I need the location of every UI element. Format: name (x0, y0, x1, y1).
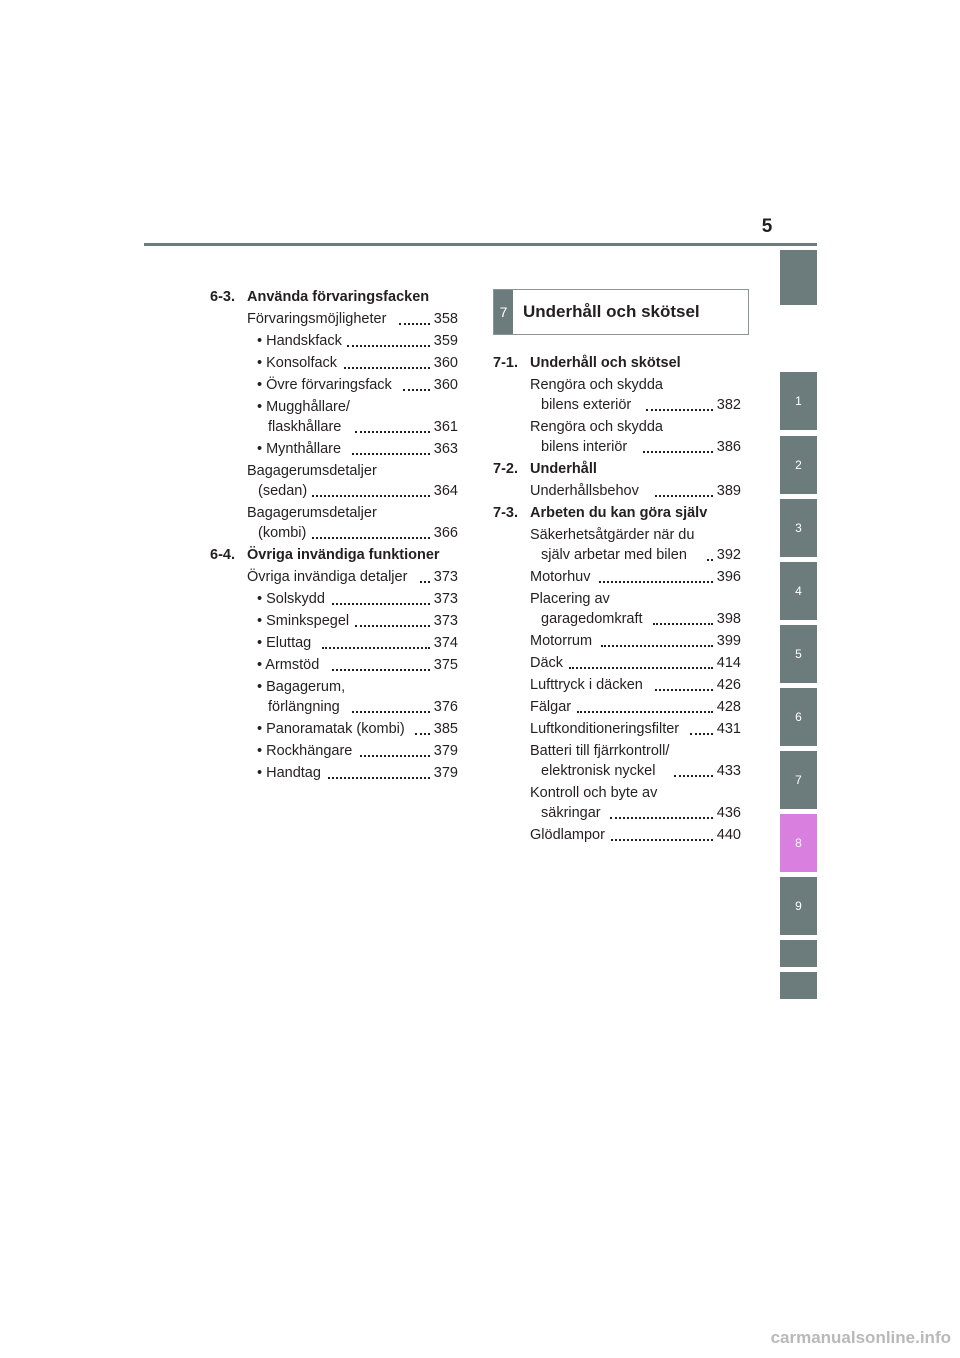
entry-page: 414 (716, 655, 741, 671)
toc-entry[interactable] (493, 375, 741, 415)
entry-label-line1: • Mugghållare/ (257, 399, 350, 415)
entry-label: Förvaringsmöjligheter (247, 311, 387, 327)
chapter-tab-3[interactable]: 3 (780, 499, 817, 557)
entry-page: 382 (716, 397, 741, 413)
leader-dots (655, 493, 713, 497)
toc-left-column (210, 285, 458, 785)
entry-label-line1: Batteri till fjärrkontroll/ (530, 743, 670, 759)
toc-entry[interactable] (210, 309, 458, 329)
toc-entry[interactable] (493, 653, 741, 673)
entry-label: elektronisk nyckel (541, 763, 656, 779)
watermark: carmanualsonline.info (770, 1328, 951, 1347)
entry-label-line1: • Bagagerum, (257, 679, 346, 695)
toc-entry[interactable] (493, 631, 741, 651)
entry-label: flaskhållare (268, 419, 342, 435)
section-number: 6-3. (210, 289, 235, 305)
toc-entry[interactable] (210, 677, 458, 717)
entry-page: 436 (716, 805, 741, 821)
section-number: 7-3. (493, 505, 518, 521)
toc-entry[interactable] (210, 331, 458, 351)
entry-label: • Mynthållare (257, 441, 342, 457)
section-title: Underhåll (530, 461, 597, 477)
leader-dots (653, 621, 713, 625)
entry-label: garagedomkraft (541, 611, 643, 627)
leader-dots (344, 365, 430, 369)
toc-entry[interactable] (493, 825, 741, 845)
entry-label: • Övre förvaringsfack (257, 377, 392, 393)
entry-label: • Eluttag (257, 635, 312, 651)
chapter-tab-blank-b[interactable] (780, 972, 817, 999)
entry-label: Motorhuv (530, 569, 591, 585)
entry-label-line1: Bagagerumsdetaljer (247, 505, 377, 521)
toc-entry[interactable] (210, 567, 458, 587)
entry-label: • Handtag (257, 765, 321, 781)
leader-dots (610, 815, 713, 819)
leader-dots (646, 407, 713, 411)
toc-entry[interactable] (493, 783, 741, 823)
section-title: Övriga invändiga funktioner (247, 547, 440, 563)
toc-entry[interactable] (210, 611, 458, 631)
entry-page: 361 (433, 419, 458, 435)
chapter-title: Underhåll och skötsel (523, 302, 700, 321)
toc-entry[interactable] (210, 397, 458, 437)
toc-entry[interactable] (493, 567, 741, 587)
section-7-3 (493, 503, 741, 523)
toc-entry[interactable] (210, 633, 458, 653)
leader-dots (611, 837, 713, 841)
section-number: 7-1. (493, 355, 518, 371)
toc-entry[interactable] (210, 503, 458, 543)
entry-page: 440 (716, 827, 741, 843)
entry-label: • Konsolfack (257, 355, 338, 371)
leader-dots (601, 643, 713, 647)
section-6-4 (210, 545, 458, 565)
toc-entry[interactable] (210, 719, 458, 739)
leader-dots (577, 709, 713, 713)
entry-page: 389 (716, 483, 741, 499)
chapter-number: 7 (494, 290, 513, 334)
entry-page: 386 (716, 439, 741, 455)
leader-dots (399, 321, 430, 325)
leader-dots (312, 535, 430, 539)
leader-dots (420, 579, 430, 583)
chapter-tab-blank-top[interactable] (780, 250, 817, 305)
leader-dots (332, 601, 430, 605)
leader-dots (707, 557, 713, 561)
entry-label-line1: Rengöra och skydda (530, 377, 663, 393)
leader-dots (352, 709, 430, 713)
entry-label: Motorrum (530, 633, 593, 649)
entry-label: Lufttryck i däcken (530, 677, 643, 693)
entry-page: 433 (716, 763, 741, 779)
entry-label: bilens interiör (541, 439, 628, 455)
chapter-header (493, 289, 749, 335)
toc-entry[interactable] (493, 697, 741, 717)
chapter-tab-6[interactable]: 6 (780, 688, 817, 746)
leader-dots (347, 343, 430, 347)
entry-label: förlängning (268, 699, 340, 715)
toc-right-column (493, 351, 741, 847)
leader-dots (674, 773, 713, 777)
chapter-tab-2[interactable]: 2 (780, 436, 817, 494)
leader-dots (599, 579, 713, 583)
leader-dots (690, 731, 713, 735)
entry-label-line1: Bagagerumsdetaljer (247, 463, 377, 479)
section-title: Underhåll och skötsel (530, 355, 681, 371)
leader-dots (355, 623, 430, 627)
entry-page: 364 (433, 483, 458, 499)
entry-label: säkringar (541, 805, 601, 821)
toc-entry[interactable] (210, 589, 458, 609)
toc-entry[interactable] (210, 353, 458, 373)
entry-label: Fälgar (530, 699, 572, 715)
chapter-tab-7[interactable]: 7 (780, 751, 817, 809)
entry-page: 379 (433, 743, 458, 759)
entry-page: 376 (433, 699, 458, 715)
entry-label: (sedan) (258, 483, 308, 499)
entry-page: 399 (716, 633, 741, 649)
toc-entry[interactable] (493, 481, 741, 501)
entry-page: 398 (716, 611, 741, 627)
leader-dots (312, 493, 430, 497)
entry-label: • Armstöd (257, 657, 320, 673)
entry-page: 363 (433, 441, 458, 457)
section-7-1 (493, 353, 741, 373)
section-title: Använda förvaringsfacken (247, 289, 430, 305)
toc-entry[interactable] (210, 461, 458, 501)
entry-page: 431 (716, 721, 741, 737)
header-rule (144, 243, 817, 246)
toc-entry[interactable] (210, 375, 458, 395)
toc-entry[interactable] (493, 741, 741, 781)
chapter-tab-9[interactable]: 9 (780, 877, 817, 935)
chapter-tab-blank-a[interactable] (780, 940, 817, 967)
entry-page: 379 (433, 765, 458, 781)
toc-entry[interactable] (493, 589, 741, 629)
toc-entry[interactable] (493, 675, 741, 695)
entry-page: 375 (433, 657, 458, 673)
entry-label: • Handskfack (257, 333, 342, 349)
chapter-tab-5[interactable]: 5 (780, 625, 817, 683)
toc-entry[interactable] (210, 741, 458, 761)
toc-entry[interactable] (210, 763, 458, 783)
leader-dots (322, 645, 430, 649)
entry-page: 392 (716, 547, 741, 563)
entry-page: 358 (433, 311, 458, 327)
entry-page: 360 (433, 377, 458, 393)
entry-page: 374 (433, 635, 458, 651)
leader-dots (332, 667, 430, 671)
toc-entry[interactable] (493, 525, 741, 565)
section-title: Arbeten du kan göra själv (530, 505, 708, 521)
chapter-tab-8[interactable]: 8 (780, 814, 817, 872)
entry-label: bilens exteriör (541, 397, 632, 413)
entry-label: Däck (530, 655, 564, 671)
section-6-3 (210, 287, 458, 307)
leader-dots (569, 665, 713, 669)
entry-label: • Rockhängare (257, 743, 353, 759)
leader-dots (643, 449, 713, 453)
entry-page: 385 (433, 721, 458, 737)
leader-dots (403, 387, 430, 391)
entry-page: 359 (433, 333, 458, 349)
entry-label: • Panoramatak (kombi) (257, 721, 405, 737)
leader-dots (328, 775, 430, 779)
leader-dots (355, 429, 430, 433)
entry-page: 366 (433, 525, 458, 541)
entry-page: 428 (716, 699, 741, 715)
section-7-2 (493, 459, 741, 479)
leader-dots (415, 731, 430, 735)
entry-label-line1: Rengöra och skydda (530, 419, 663, 435)
entry-label-line1: Placering av (530, 591, 610, 607)
entry-label: • Sminkspegel (257, 613, 350, 629)
leader-dots (655, 687, 713, 691)
entry-label-line1: Kontroll och byte av (530, 785, 658, 801)
chapter-tab-1[interactable]: 1 (780, 372, 817, 430)
toc-entry[interactable] (493, 719, 741, 739)
toc-entry[interactable] (210, 655, 458, 675)
section-number: 7-2. (493, 461, 518, 477)
entry-label-line1: Säkerhetsåtgärder när du (530, 527, 695, 543)
entry-label: Underhållsbehov (530, 483, 639, 499)
section-number: 6-4. (210, 547, 235, 563)
entry-page: 426 (716, 677, 741, 693)
entry-label: Övriga invändiga detaljer (247, 569, 408, 585)
entry-label: • Solskydd (257, 591, 325, 607)
leader-dots (352, 451, 430, 455)
entry-label: Glödlampor (530, 827, 605, 843)
entry-label: Luftkonditioneringsfilter (530, 721, 680, 737)
toc-entry[interactable] (210, 439, 458, 459)
toc-entry[interactable] (493, 417, 741, 457)
chapter-tab-4[interactable]: 4 (780, 562, 817, 620)
entry-page: 373 (433, 569, 458, 585)
page-number: 5 (761, 216, 773, 237)
entry-page: 360 (433, 355, 458, 371)
entry-label: (kombi) (258, 525, 307, 541)
entry-label: själv arbetar med bilen (541, 547, 687, 563)
entry-page: 373 (433, 613, 458, 629)
leader-dots (360, 753, 430, 757)
entry-page: 373 (433, 591, 458, 607)
entry-page: 396 (716, 569, 741, 585)
